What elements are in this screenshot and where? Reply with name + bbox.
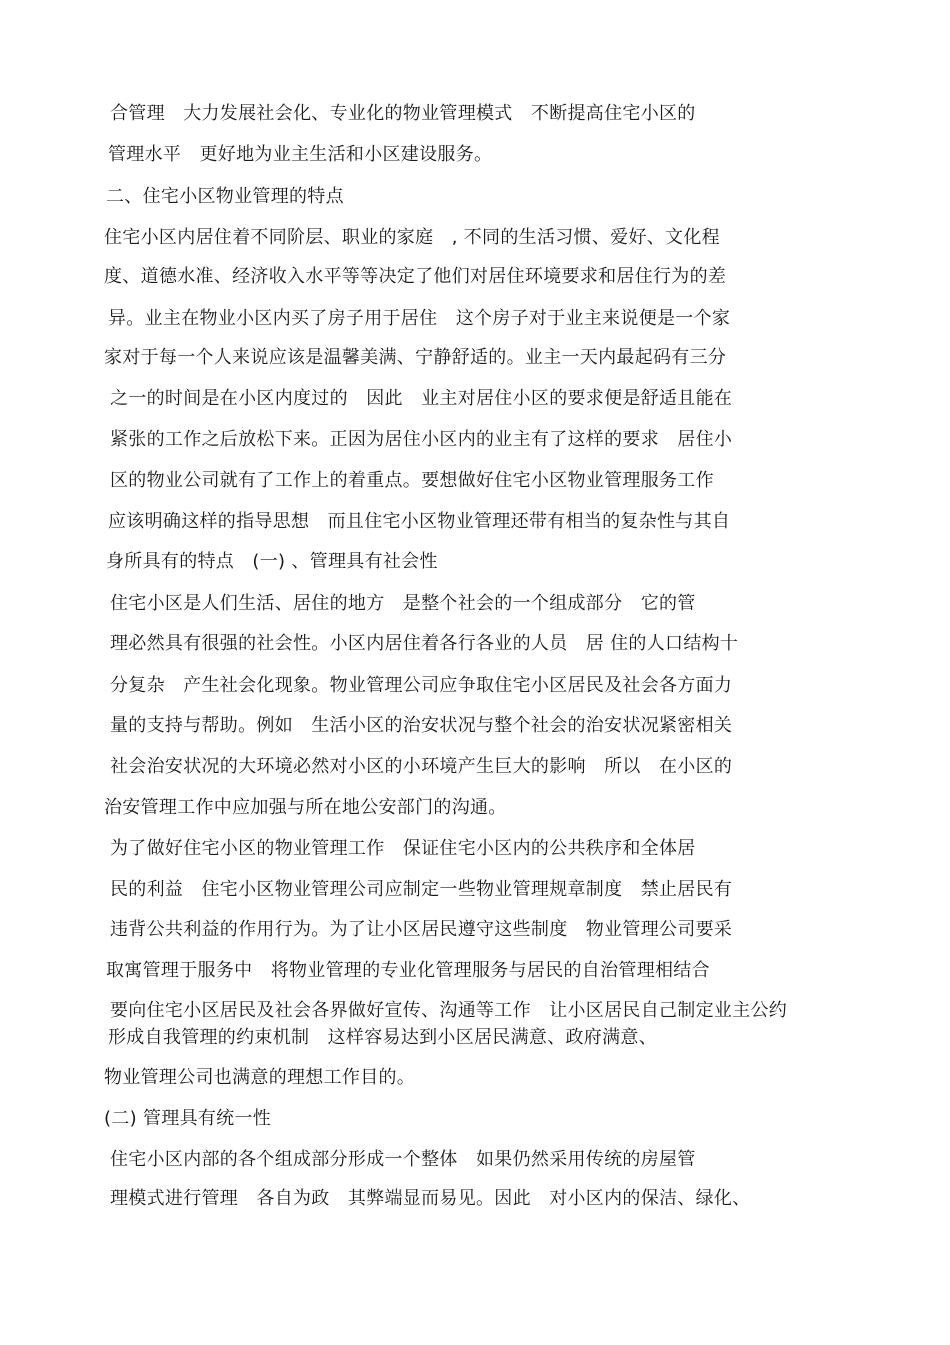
text-line: 应该明确这样的指导思想 而且住宅小区物业管理还带有相当的复杂性与其自 xyxy=(108,511,731,532)
text-line: 民的利益 住宅小区物业管理公司应制定一些物业管理规章制度 禁止居民有 xyxy=(110,879,733,900)
section-heading: (二) 管理具有统一性 xyxy=(104,1108,272,1129)
text-line: 理模式进行管理 各自为政 其弊端显而易见。因此 对小区内的保洁、绿化、 xyxy=(110,1188,751,1209)
text-line: 家对于每一个人来说应该是温馨美满、宁静舒适的。业主一天内最起码有三分 xyxy=(104,347,727,368)
text-line: 分复杂 产生社会化现象。物业管理公司应争取住宅小区居民及社会各方面力 xyxy=(110,675,733,696)
text-line: 取寓管理于服务中 将物业管理的专业化管理服务与居民的自治管理相结合 xyxy=(106,960,710,981)
text-line: 身所具有的特点 (一) 、管理具有社会性 xyxy=(106,551,438,572)
text-line: 要向住宅小区居民及社会各界做好宣传、沟通等工作 让小区居民自己制定业主公约 xyxy=(110,1000,788,1021)
section-heading: 二、住宅小区物业管理的特点 xyxy=(106,186,344,207)
text-line: 形成自我管理的约束机制 这样容易达到小区居民满意、政府满意、 xyxy=(108,1027,657,1048)
text-line: 紧张的工作之后放松下来。正因为居住小区内的业主有了这样的要求 居住小 xyxy=(110,429,733,450)
text-line: 区的物业公司就有了工作上的着重点。要想做好住宅小区物业管理服务工作 xyxy=(110,470,714,491)
text-line: 异。业主在物业小区内买了房子用于居住 这个房子对于业主来说便是一个家 xyxy=(108,308,731,329)
text-line: 违背公共利益的作用行为。为了让小区居民遵守这些制度 物业管理公司要采 xyxy=(110,919,733,940)
text-line: 量的支持与帮助。例如 生活小区的治安状况与整个社会的治安状况紧密相关 xyxy=(110,715,733,736)
text-line: 理必然具有很强的社会性。小区内居住着各行各业的人员 居 住的人口结构十 xyxy=(110,633,739,654)
text-line: 合管理 大力发展社会化、专业化的物业管理模式 不断提高住宅小区的 xyxy=(110,103,696,124)
text-line: 住宅小区是人们生活、居住的地方 是整个社会的一个组成部分 它的管 xyxy=(110,593,696,614)
text-line: 管理水平 更好地为业主生活和小区建设服务。 xyxy=(108,144,493,165)
text-line: 住宅小区内部的各个组成部分形成一个整体 如果仍然采用传统的房屋管 xyxy=(110,1149,696,1170)
text-line: 之一的时间是在小区内度过的 因此 业主对居住小区的要求便是舒适且能在 xyxy=(110,388,733,409)
text-line: 物业管理公司也满意的理想工作目的。 xyxy=(104,1067,416,1088)
text-line: 社会治安状况的大环境必然对小区的小环境产生巨大的影响 所以 在小区的 xyxy=(110,756,733,777)
text-line: 治安管理工作中应加强与所在地公安部门的沟通。 xyxy=(104,797,507,818)
text-line: 度、道德水准、经济收入水平等等决定了他们对居住环境要求和居住行为的差 xyxy=(104,266,727,287)
text-line: 住宅小区内居住着不同阶层、职业的家庭 , 不同的生活习惯、爱好、文化程 xyxy=(104,227,720,248)
text-line: 为了做好住宅小区的物业管理工作 保证住宅小区内的公共秩序和全体居 xyxy=(110,838,696,859)
